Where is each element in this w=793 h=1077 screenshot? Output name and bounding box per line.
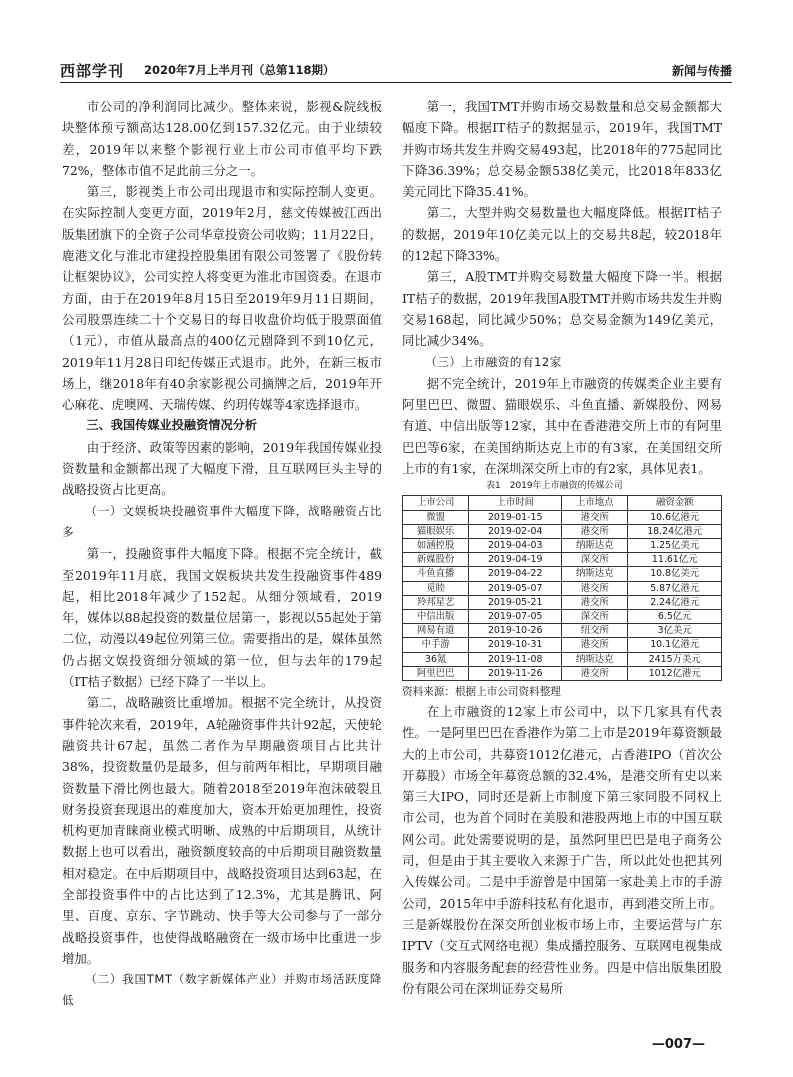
paragraph: 第一，我国TMT并购市场交易数量和总交易金额都大幅度下降。根据IT桔子的数据显示，2019年，我国TMT并购市场共发生并购交易493起，比2018年的775起同比下降36.39%；总交易金额538亿美元，比2018年833亿美元同比下降35.41%。 <box>402 99 722 200</box>
table-cell: 2019-04-03 <box>469 538 562 552</box>
table-caption: 表1 2019年上市融资的传媒公司 <box>486 481 623 492</box>
table-cell: 深交所 <box>562 609 628 623</box>
paragraph: 由于经济、政策等因素的影响，2019年我国传媒业投资数量和金额都出现了大幅度下滑，且互联网巨头主导的战略投资占比更高。 <box>62 439 382 498</box>
table-row <box>403 595 722 609</box>
table-cell: 2019-11-08 <box>469 652 562 666</box>
section-heading: （三）上市融资的有12家 <box>425 354 562 369</box>
section-title: 新闻与传播 <box>671 64 732 78</box>
paragraph: 第三，影视类上市公司出现退市和实际控制人变更。在实际控制人变更方面，2019年2月，慈文传媒被江西出版集团旗下的全资子公司华章投资公司收购；11月22日，鹿港文化与淮北市建投控股集团有限公司签署了《股份转让框架协议》，公司实控人将变更为淮北市国资委。在退市方面，由于在2019年8月15日至2019年9月11日期间，公司股票连续二十个交易日的每日收盘价均低于股票面值（1元），市值从最高点的400亿元剧降到不到10亿元，2019年11月28日印纪传媒正式退市。此外，在新三板市场上，继2018年有40余家影视公司摘牌之后，2019年开心麻花、虎噢网、天瑞传媒、约玥传媒等4家选择退市。 <box>62 184 382 413</box>
paragraph: 市公司的净利润同比减少。整体来说，影视&院线板块整体预亏额高达128.00亿到157.32亿元。由于业绩较差，2019年以来整个影视行业上市公司市值平均下跌72%，整体市值不足此前三分之一。 <box>62 99 382 178</box>
table-cell: 5.87亿港元 <box>628 581 722 595</box>
table-cell: 2019-04-22 <box>469 567 562 581</box>
table-cell: 港交所 <box>562 595 628 609</box>
table-cell: 阿里巴巴 <box>403 666 469 680</box>
table-cell: 2019-02-04 <box>469 524 562 538</box>
table-cell: 港交所 <box>562 524 628 538</box>
table-cell: 深交所 <box>562 553 628 567</box>
table-cell: 2019-01-15 <box>469 510 562 524</box>
table-cell: 港交所 <box>562 581 628 595</box>
table-cell: 纳斯达克 <box>562 652 628 666</box>
paragraph: 据不完全统计，2019年上市融资的传媒类企业主要有阿里巴巴、微盟、猫眼娱乐、斗鱼直播、新媒股份、网易有道、中信出版等12家，其中在香港港交所上市的有阿里巴巴等6家，在美国纳斯达克上市的有3家，在美国纽交所上市的有1家，在深圳深交所上市的有2家，具体见表1。 <box>402 375 722 477</box>
section-heading: 三、我国传媒业投融资情况分析 <box>86 418 258 433</box>
table-cell: 猫眼娱乐 <box>403 524 469 538</box>
journal-logo: 西部学刊 <box>60 62 125 80</box>
table-row <box>403 538 722 552</box>
table-row <box>403 666 722 680</box>
table-cell: 10.8亿美元 <box>628 567 722 581</box>
table-cell: 网易有道 <box>403 624 469 638</box>
table-row <box>403 553 722 567</box>
table-header-cell: 融资金额 <box>628 496 722 510</box>
table-row <box>403 652 722 666</box>
table-cell: 36氪 <box>403 652 469 666</box>
table-cell: 2019-04-19 <box>469 553 562 567</box>
table-cell: 1012亿港元 <box>628 666 722 680</box>
table-cell: 港交所 <box>562 638 628 652</box>
table-row <box>403 581 722 595</box>
table-row <box>403 510 722 524</box>
page-header <box>60 58 732 82</box>
table-cell: 2019-05-21 <box>469 595 562 609</box>
page-number: —007— <box>651 1037 705 1052</box>
right-column <box>402 96 722 999</box>
table-cell: 2.24亿港元 <box>628 595 722 609</box>
table-cell: 中手游 <box>403 638 469 652</box>
table-cell: 2019-10-31 <box>469 638 562 652</box>
table-cell: 中信出版 <box>403 609 469 623</box>
table-cell: 2019-07-05 <box>469 609 562 623</box>
table-cell: 2415万美元 <box>628 652 722 666</box>
table-cell: 纳斯达克 <box>562 567 628 581</box>
table-cell: 微盟 <box>403 510 469 524</box>
table-header-cell: 上市时间 <box>469 496 562 510</box>
paragraph: 第二，大型并购交易数量也大幅度降低。根据IT桔子的数据，2019年10亿美元以上的交易共8起，较2018年的12起下降33%。 <box>402 205 722 264</box>
header-rule <box>60 82 732 83</box>
table-header-cell: 上市公司 <box>403 496 469 510</box>
table-cell: 11.61亿元 <box>628 553 722 567</box>
table-cell: 2019-05-07 <box>469 581 562 595</box>
table-cell: 纽交所 <box>562 624 628 638</box>
table-cell: 3亿美元 <box>628 624 722 638</box>
table-cell: 觅睦 <box>403 581 469 595</box>
table-row <box>403 638 722 652</box>
issue-info: 2020年7月上半月刊（总第118期） <box>144 63 335 77</box>
table-cell: 6.5亿元 <box>628 609 722 623</box>
table-source: 资料来源：根据上市公司资料整理 <box>402 685 561 698</box>
table-header-cell: 上市地点 <box>562 496 628 510</box>
right-column-bottom <box>402 701 722 999</box>
table-cell: 港交所 <box>562 666 628 680</box>
table-cell: 18.24亿港元 <box>628 524 722 538</box>
table-cell: 如涵控股 <box>403 538 469 552</box>
table-row <box>403 567 722 581</box>
table-row <box>403 524 722 538</box>
paragraph: 第一，投融资事件大幅度下降。根据不完全统计，截至2019年11月底，我国文娱板块共发生投融资事件489起，相比2018年减少了152起。从细分领域看，2019年，媒体以88起投资的数量位居第一，影视以55起处于第二位，动漫以49起位列第三位。需要指出的是，媒体虽然仍占据文娱投资细分领域的第一位，但与去年的179起（IT桔子数据）已经下降了一半以上。 <box>62 546 382 690</box>
listing-table <box>402 495 722 681</box>
table-cell: 2019-11-26 <box>469 666 562 680</box>
table-row <box>403 609 722 623</box>
table-cell: 羚邦星艺 <box>403 595 469 609</box>
table-cell: 纳斯达克 <box>562 538 628 552</box>
left-column <box>62 96 382 1012</box>
paragraph: 第三，A股TMT并购交易数量大幅度下降一半。根据IT桔子的数据，2019年我国A股TMT并购市场共发生并购交易168起，同比减少50%；总交易金额为149亿美元，同比减少34%。 <box>402 269 722 349</box>
section-heading: （一）文娱板块投融资事件大幅度下降，战略融资占比多 <box>62 503 382 539</box>
paragraph: 第二，战略融资比重增加。根据不完全统计，从投资事件轮次来看，2019年，A轮融资事件共计92起，天使轮融资共计67起，虽然二者作为早期融资项目占比共计38%，投资数量仍是最多，但与前两年相比，早期项目融资数量下滑比例也最大。随着2018至2019年泡沫破裂且财务投资套现退出的难度加大，资本开始更加理性，投资机构更加青睐商业模式明晰、成熟的中后期项目，从统计数据上也可以看出，融资额度较高的中后期项目融资数量相对稳定。在中后期项目中，战略投资项目达到63起，在全部投资事件中的占比达到了12.3%，尤其是腾讯、阿里、百度、京东、字节跳动、快手等大公司参与了一部分战略投资事件，也使得战略融资在一级市场中比重进一步增加。 <box>62 695 382 966</box>
table-cell: 港交所 <box>562 510 628 524</box>
table-header-row <box>403 496 722 510</box>
table-cell: 10.1亿港元 <box>628 638 722 652</box>
table-row <box>403 624 722 638</box>
table-cell: 斗鱼直播 <box>403 567 469 581</box>
table-cell: 新媒股份 <box>403 553 469 567</box>
section-heading: （二）我国TMT（数字新媒体产业）并购市场活跃度降低 <box>62 972 382 1008</box>
right-column-top <box>402 96 722 479</box>
paragraph: 在上市融资的12家上市公司中，以下几家具有代表性。一是阿里巴巴在香港作为第二上市是2019年募资额最大的上市公司，共募资1012亿港元，占香港IPO（首次公开募股）市场全年募资总额的32.4%，是港交所有史以来第三大IPO，同时还是新上市制度下第三家同股不同权上市公司，也为首个同时在美股和港股两地上市的中国互联网公司。此处需要说明的是，虽然阿里巴巴是电子商务公司，但是由于其主要收入来源于广告，所以此处也把其列入传媒公司。二是中手游曾是中国第一家赴美上市的手游公司，2015年中手游科技私有化退市，再到港交所上市。三是新媒股份在深交所创业板市场上市，主要运营与广东IPTV（交互式网络电视）集成播控服务、互联网电视集成服务和内容服务配套的经营性业务。四是中信出版集团股份有限公司在深圳证券交易所 <box>402 703 722 996</box>
table-cell: 2019-10-26 <box>469 624 562 638</box>
table-cell: 1.25亿美元 <box>628 538 722 552</box>
table-cell: 10.6亿港元 <box>628 510 722 524</box>
table-body <box>403 510 722 680</box>
